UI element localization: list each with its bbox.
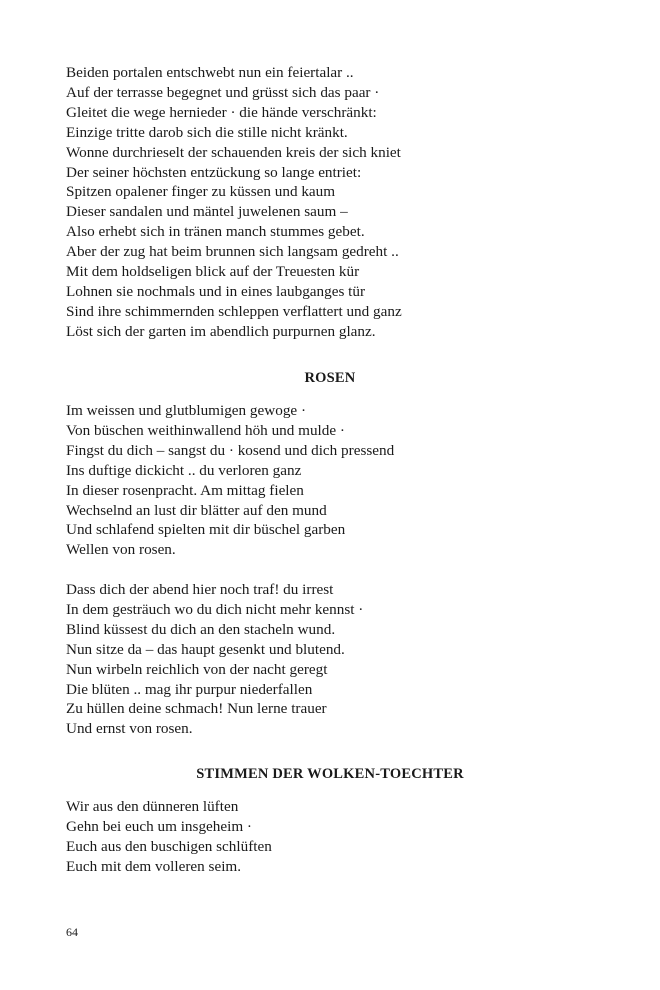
- verse-line: Beiden portalen entschwebt nun ein feiertalar ..: [66, 64, 354, 81]
- verse-line: In dem gesträuch wo du dich nicht mehr kennst ·: [66, 600, 364, 618]
- verse-line: Euch mit dem volleren seim.: [66, 857, 242, 875]
- verse-line: Euch aus den buschigen schlüften: [66, 837, 272, 855]
- verse-line: Wellen von rosen.: [66, 541, 176, 559]
- rosen-stanza-1: [66, 401, 606, 560]
- verse-line: Löst sich der garten im abendlich purpurnen glanz.: [66, 322, 376, 340]
- verse-line: Nun wirbeln reichlich von der nacht geregt: [66, 660, 328, 678]
- verse-line: Fingst du dich – sangst du · kosend und dich pressend: [66, 441, 395, 459]
- verse-line: Die blüten .. mag ihr purpur niederfallen: [66, 680, 313, 698]
- verse-line: Wir aus den dünneren lüften: [66, 798, 239, 815]
- verse-line: Im weissen und glutblumigen gewoge ·: [66, 402, 307, 419]
- verse-line: Von büschen weithinwallend höh und mulde ·: [66, 421, 345, 439]
- poem-continuation: [66, 63, 606, 342]
- verse-line: Nun sitze da – das haupt gesenkt und blutend.: [66, 640, 345, 658]
- verse-line: Blind küssest du dich an den stacheln wund.: [66, 620, 336, 638]
- stimmen-stanza-1: [66, 797, 606, 877]
- verse-line: Aber der zug hat beim brunnen sich langsam gedreht ..: [66, 243, 399, 261]
- verse-line: Gleitet die wege hernieder · die hände verschränkt:: [66, 103, 377, 121]
- verse-line: Und ernst von rosen.: [66, 720, 193, 738]
- verse-line: Wonne durchrieselt der schauenden kreis der sich kniet: [66, 143, 401, 161]
- verse-line: Wechselnd an lust dir blätter auf den mund: [66, 501, 327, 519]
- verse-line: Und schlafend spielten mit dir büschel garben: [66, 521, 346, 539]
- verse-line: Sind ihre schimmernden schleppen verflattert und ganz: [66, 302, 402, 320]
- verse-line: Der seiner höchsten entzückung so lange entriet:: [66, 163, 362, 181]
- poem-title-rosen: ROSEN: [304, 370, 356, 386]
- verse-line: Also erhebt sich in tränen manch stummes gebet.: [66, 223, 365, 241]
- verse-line: Zu hüllen deine schmach! Nun lerne trauer: [66, 700, 327, 718]
- verse-line: Auf der terrasse begegnet und grüsst sich das paar ·: [66, 83, 380, 101]
- page-number: 64: [66, 925, 78, 939]
- verse-line: Einzige tritte darob sich die stille nicht kränkt.: [66, 123, 348, 141]
- rosen-stanza-2: [66, 580, 606, 739]
- verse-line: Lohnen sie nochmals und in eines laubganges tür: [66, 282, 366, 300]
- verse-line: Ins duftige dickicht .. du verloren ganz: [66, 461, 302, 479]
- verse-line: Mit dem holdseligen blick auf der Treuesten kür: [66, 263, 360, 281]
- verse-line: Dieser sandalen und mäntel juwelenen saum –: [66, 203, 348, 221]
- verse-line: Dass dich der abend hier noch traf! du irrest: [66, 581, 334, 598]
- verse-line: Gehn bei euch um insgeheim ·: [66, 817, 252, 835]
- verse-line: In dieser rosenpracht. Am mittag fielen: [66, 481, 304, 499]
- poem-title-stimmen: STIMMEN DER WOLKEN-TOECHTER: [196, 766, 464, 782]
- verse-line: Spitzen opalener finger zu küssen und kaum: [66, 183, 336, 201]
